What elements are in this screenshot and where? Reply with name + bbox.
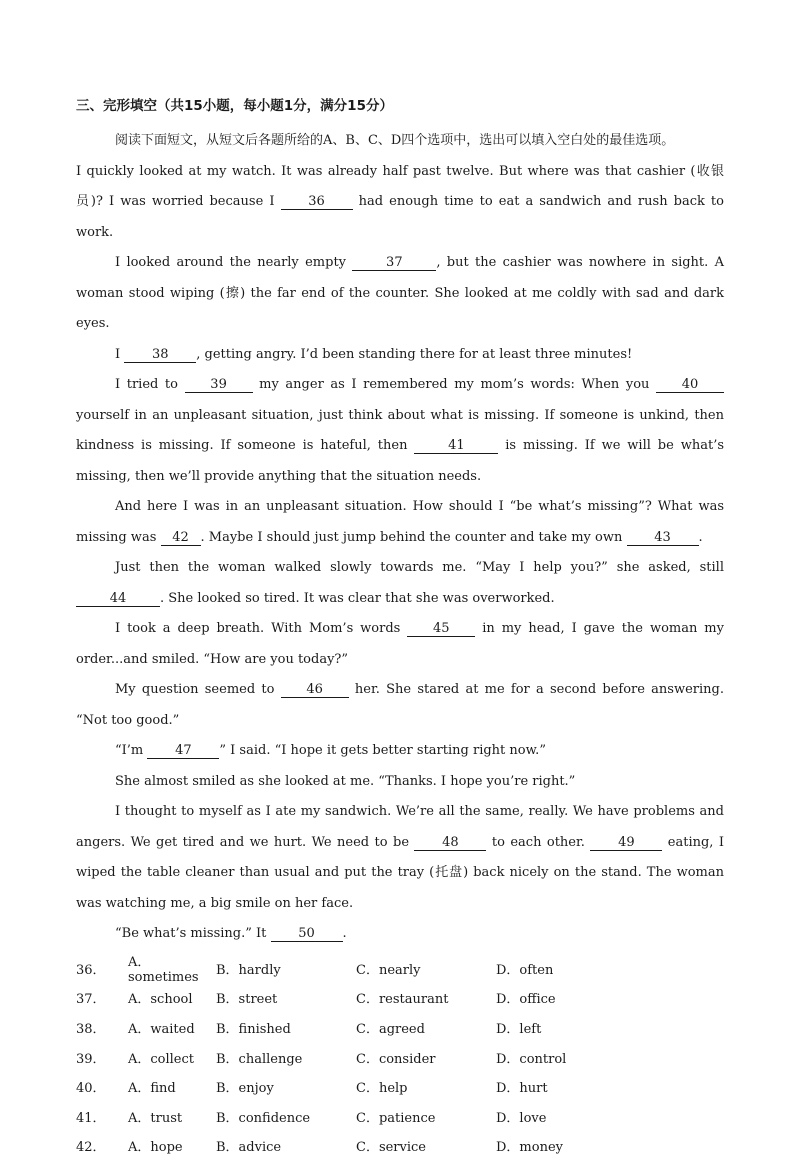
- text: my anger as I remembered my mom’s words: When you: [252, 377, 656, 392]
- option-d: D．left: [496, 1021, 542, 1037]
- text: I tried to: [115, 377, 185, 392]
- blank-37: 37: [352, 255, 436, 271]
- option-b: B．hardly: [216, 962, 281, 978]
- paragraph-11: [76, 797, 724, 919]
- option-c: C．help: [356, 1081, 408, 1097]
- text: And here I was in an unpleasant situation. How should I “be what’s missing”? What was missing was: [76, 499, 724, 545]
- option-a: A．hope: [128, 1140, 183, 1156]
- text: I: [115, 346, 125, 362]
- text: .: [698, 529, 703, 545]
- paragraph-1: [76, 157, 724, 249]
- blank-42: 42: [161, 530, 201, 546]
- option-a: A．trust: [128, 1110, 183, 1126]
- text: eating, I wiped the table cleaner than usual and put the tray (托盘) back nicely on the stand. The woman was watching me, a big smile on her face.: [76, 834, 724, 911]
- option-b: B．finished: [216, 1021, 291, 1037]
- paragraph-10: She almost smiled as she looked at me. “Thanks. I hope you’re right.”: [115, 773, 576, 789]
- paragraph-3: [76, 340, 724, 371]
- text: I looked around the nearly empty: [115, 255, 353, 270]
- question-41-options: [76, 1101, 724, 1131]
- question-39-options: [76, 1042, 724, 1072]
- question-number: 41．: [76, 1110, 106, 1126]
- text: in my head, I gave the woman my order...and smiled. “How are you today?”: [76, 621, 724, 667]
- option-c: C．nearly: [356, 962, 421, 978]
- blank-49: 49: [590, 835, 662, 851]
- exam-page: [76, 96, 724, 1161]
- option-a: A．waited: [128, 1021, 195, 1037]
- question-42-options: [76, 1131, 724, 1161]
- question-38-options: [76, 1013, 724, 1043]
- option-a: A．sometimes: [128, 955, 199, 986]
- option-a: A．collect: [128, 1051, 195, 1067]
- text: her. She stared at me for a second before answering. “Not too good.”: [76, 682, 724, 728]
- text: , getting angry. I’d been standing there for at least three minutes!: [196, 346, 633, 362]
- paragraph-9: [76, 736, 724, 767]
- text: . She looked so tired. It was clear that she was overworked.: [160, 590, 555, 606]
- paragraph-6: [76, 553, 724, 614]
- question-number: 39．: [76, 1051, 106, 1067]
- option-d: D．money: [496, 1140, 563, 1156]
- blank-45: 45: [407, 621, 475, 637]
- text: Just then the woman walked slowly towards me. “May I help you?” she asked, still: [115, 560, 724, 575]
- blank-41: 41: [414, 438, 498, 454]
- paragraph-8: [76, 675, 724, 736]
- option-c: C．agreed: [356, 1021, 425, 1037]
- text: ” I said. “I hope it gets better starting right now.”: [219, 743, 546, 758]
- text: to each other.: [486, 834, 591, 850]
- option-c: C．patience: [356, 1110, 436, 1126]
- question-number: 42．: [76, 1140, 106, 1156]
- blank-46: 46: [281, 682, 349, 698]
- option-d: D．love: [496, 1110, 547, 1126]
- question-number: 37．: [76, 992, 106, 1008]
- question-36-options: [76, 954, 724, 984]
- question-number: 38．: [76, 1021, 106, 1037]
- text: I quickly looked at my watch. It was already half past twelve. But where was that cashier (收银员)? I was worried because I: [76, 163, 724, 209]
- option-d: D．often: [496, 962, 554, 978]
- blank-39: 39: [185, 377, 253, 393]
- blank-50: 50: [271, 926, 343, 942]
- question-number: 40．: [76, 1081, 106, 1097]
- text: . Maybe I should just jump behind the counter and take my own: [200, 529, 627, 545]
- paragraph-5: [76, 492, 724, 553]
- paragraph-7: [76, 614, 724, 675]
- section-heading: 三、完形填空（共15小题，每小题1分，满分15分）: [76, 98, 393, 114]
- text: had enough time to eat a sandwich and rush back to work.: [76, 194, 724, 240]
- blank-47: 47: [147, 743, 219, 759]
- option-b: B．challenge: [216, 1051, 303, 1067]
- option-d: D．office: [496, 992, 556, 1008]
- blank-48: 48: [414, 835, 486, 851]
- blank-44: 44: [76, 591, 160, 607]
- text: .: [342, 926, 347, 941]
- option-a: A．school: [128, 992, 193, 1008]
- question-37-options: [76, 983, 724, 1013]
- text: is missing. If we will be what’s missing, then we’ll provide anything that the situation needs.: [76, 438, 724, 484]
- blank-36: 36: [281, 194, 353, 210]
- option-a: A．find: [128, 1081, 176, 1097]
- option-c: C．service: [356, 1140, 427, 1156]
- paragraph-2: [76, 248, 724, 340]
- option-b: B．street: [216, 992, 278, 1008]
- text: “I’m: [115, 743, 148, 758]
- text: “Be what’s missing.” It: [115, 926, 271, 941]
- option-c: C．consider: [356, 1051, 436, 1067]
- blank-38: 38: [124, 347, 196, 363]
- instruction: 阅读下面短文，从短文后各题所给的A、B、C、D四个选项中，选出可以填入空白处的最佳选项。: [115, 133, 675, 148]
- paragraph-12: [76, 919, 724, 950]
- option-d: D．hurt: [496, 1081, 548, 1097]
- blank-40: 40: [656, 377, 724, 393]
- text: yourself in an unpleasant situation, just think about what is missing. If someone is unkind, then kindness is missing. If someone is hateful, then: [76, 407, 724, 453]
- text: , but the cashier was nowhere in sight. A woman stood wiping (擦) the far end of the counter. She looked at me coldly with sad and dark eyes.: [76, 255, 724, 331]
- text: I thought to myself as I ate my sandwich. We’re all the same, really. We have problems and angers. We get tired and we hurt. We need to be: [76, 804, 724, 850]
- option-d: D．control: [496, 1051, 567, 1067]
- blank-43: 43: [627, 530, 699, 546]
- option-b: B．confidence: [216, 1110, 311, 1126]
- text: I took a deep breath. With Mom’s words: [115, 621, 408, 636]
- paragraph-4: [76, 370, 724, 492]
- question-number: 36．: [76, 962, 106, 978]
- option-c: C．restaurant: [356, 992, 449, 1008]
- option-b: B．advice: [216, 1140, 282, 1156]
- option-b: B．enjoy: [216, 1081, 274, 1097]
- text: My question seemed to: [115, 682, 281, 697]
- question-40-options: [76, 1072, 724, 1102]
